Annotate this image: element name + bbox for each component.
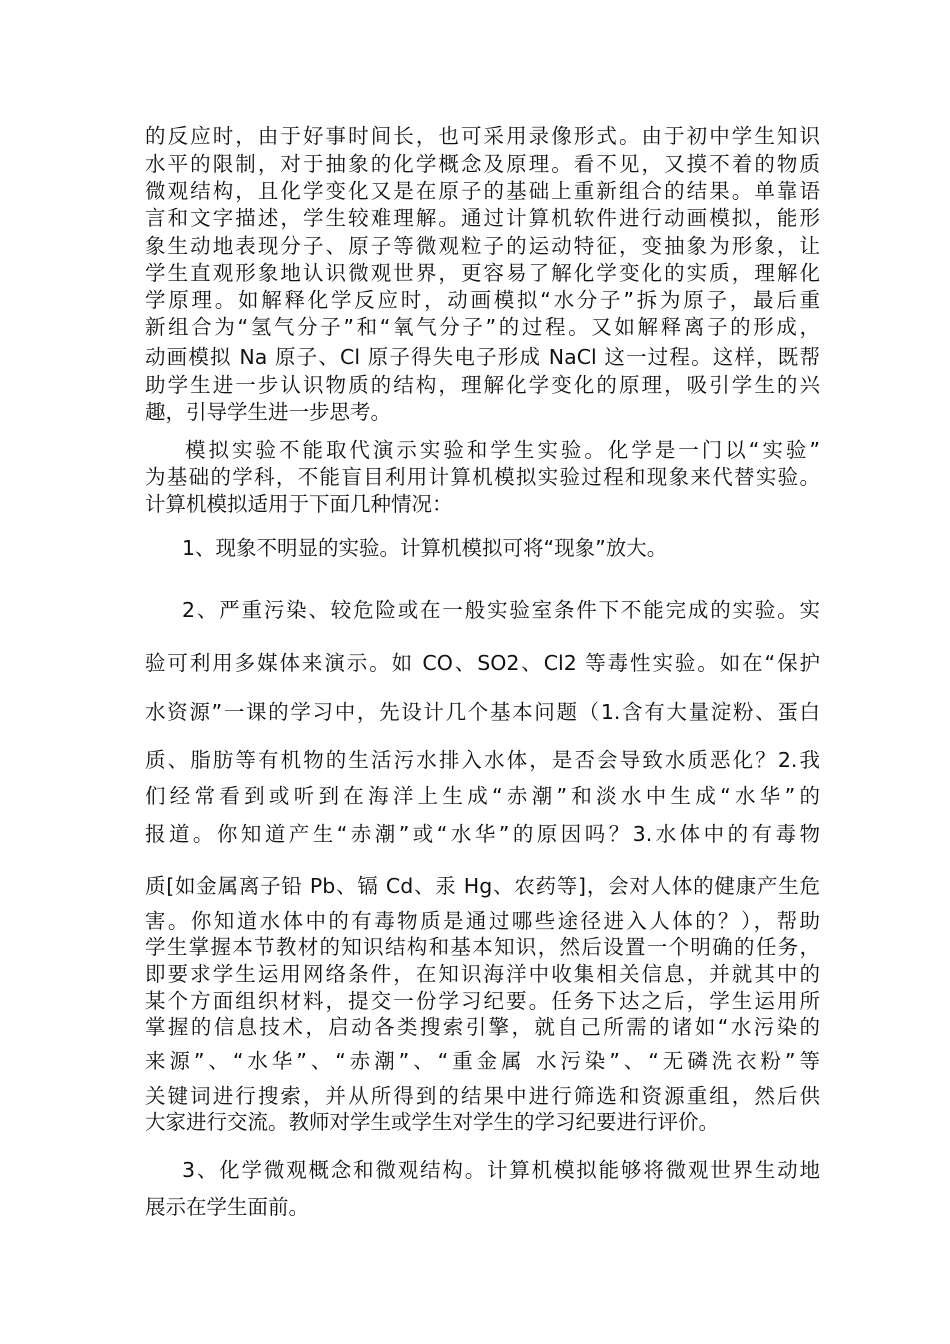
text-line: 计算机模拟适用于下面几种情况： [145, 492, 453, 516]
text-line: 学生直观形象地认识微观世界，更容易了解化学变化的实质，理解化 [145, 261, 820, 285]
text-line: 学生掌握本节教材的知识结构和基本知识，然后设置一个明确的任务， [145, 935, 820, 959]
text-line: 趣，引导学生进一步思考。 [145, 400, 391, 424]
list-item-2: 2、严重污染、较危险或在一般实验室条件下不能完成的实验。实 [182, 598, 820, 622]
text-line: 质、脂肪等有机物的生活污水排入水体，是否会导致水质恶化？2.我 [145, 748, 820, 772]
text-line: 微观结构，且化学变化又是在原子的基础上重新组合的结果。单靠语 [145, 179, 820, 203]
text-line: 来源”、“水华”、“赤潮”、“重金属 水污染”、“无磷洗衣粉”等 [145, 1049, 820, 1073]
text-line: 为基础的学科，不能盲目利用计算机模拟实验过程和现象来代替实验。 [145, 465, 820, 489]
text-line: 动画模拟 Na 原子、Cl 原子得失电子形成 NaCl 这一过程。这样，既帮 [145, 345, 820, 369]
text-line: 质[如金属离子铅 Pb、镉 Cd、汞 Hg、农药等]，会对人体的健康产生危 [145, 874, 820, 898]
text-line: 助学生进一步认识物质的结构，理解化学变化的原理，吸引学生的兴 [145, 373, 820, 397]
text-line: 言和文字描述，学生较难理解。通过计算机软件进行动画模拟，能形 [145, 206, 820, 230]
text-line: 们经常看到或听到在海洋上生成“赤潮”和淡水中生成“水华”的 [145, 784, 820, 808]
text-line: 验可利用多媒体来演示。如 CO、SO2、Cl2 等毒性实验。如在“保护 [145, 651, 820, 675]
text-line: 新组合为“氢气分子”和“氧气分子”的过程。又如解释离子的形成， [145, 315, 820, 339]
paragraph-first-line: 模拟实验不能取代演示实验和学生实验。化学是一门以“实验” [185, 438, 820, 462]
text-line: 水资源”一课的学习中，先设计几个基本问题（1.含有大量淀粉、蛋白 [145, 700, 820, 724]
list-item-1: 1、现象不明显的实验。计算机模拟可将“现象”放大。 [182, 536, 668, 560]
text-line: 学原理。如解释化学反应时，动画模拟“水分子”拆为原子，最后重 [145, 288, 820, 312]
text-line: 水平的限制，对于抽象的化学概念及原理。看不见，又摸不着的物质 [145, 152, 820, 176]
text-line: 害。你知道水体中的有毒物质是通过哪些途径进入人体的？），帮助 [145, 909, 820, 933]
text-line: 的反应时，由于好事时间长，也可采用录像形式。由于初中学生知识 [145, 124, 820, 148]
list-item-3: 3、化学微观概念和微观结构。计算机模拟能够将微观世界生动地 [182, 1158, 820, 1182]
text-line: 大家进行交流。教师对学生或学生对学生的学习纪要进行评价。 [145, 1110, 719, 1134]
text-line: 某个方面组织材料，提交一份学习纪要。任务下达之后，学生运用所 [145, 989, 820, 1013]
text-line: 掌握的信息技术，启动各类搜索引擎，就自己所需的诸如“水污染的 [145, 1015, 820, 1039]
text-line: 展示在学生面前。 [145, 1195, 309, 1219]
text-line: 报道。你知道产生“赤潮”或“水华”的原因吗？3.水体中的有毒物 [145, 822, 820, 846]
text-line: 关键词进行搜索，并从所得到的结果中进行筛选和资源重组，然后供 [145, 1084, 820, 1108]
text-line: 即要求学生运用网络条件，在知识海洋中收集相关信息，并就其中的 [145, 962, 820, 986]
text-line: 象生动地表现分子、原子等微观粒子的运动特征，变抽象为形象，让 [145, 234, 820, 258]
